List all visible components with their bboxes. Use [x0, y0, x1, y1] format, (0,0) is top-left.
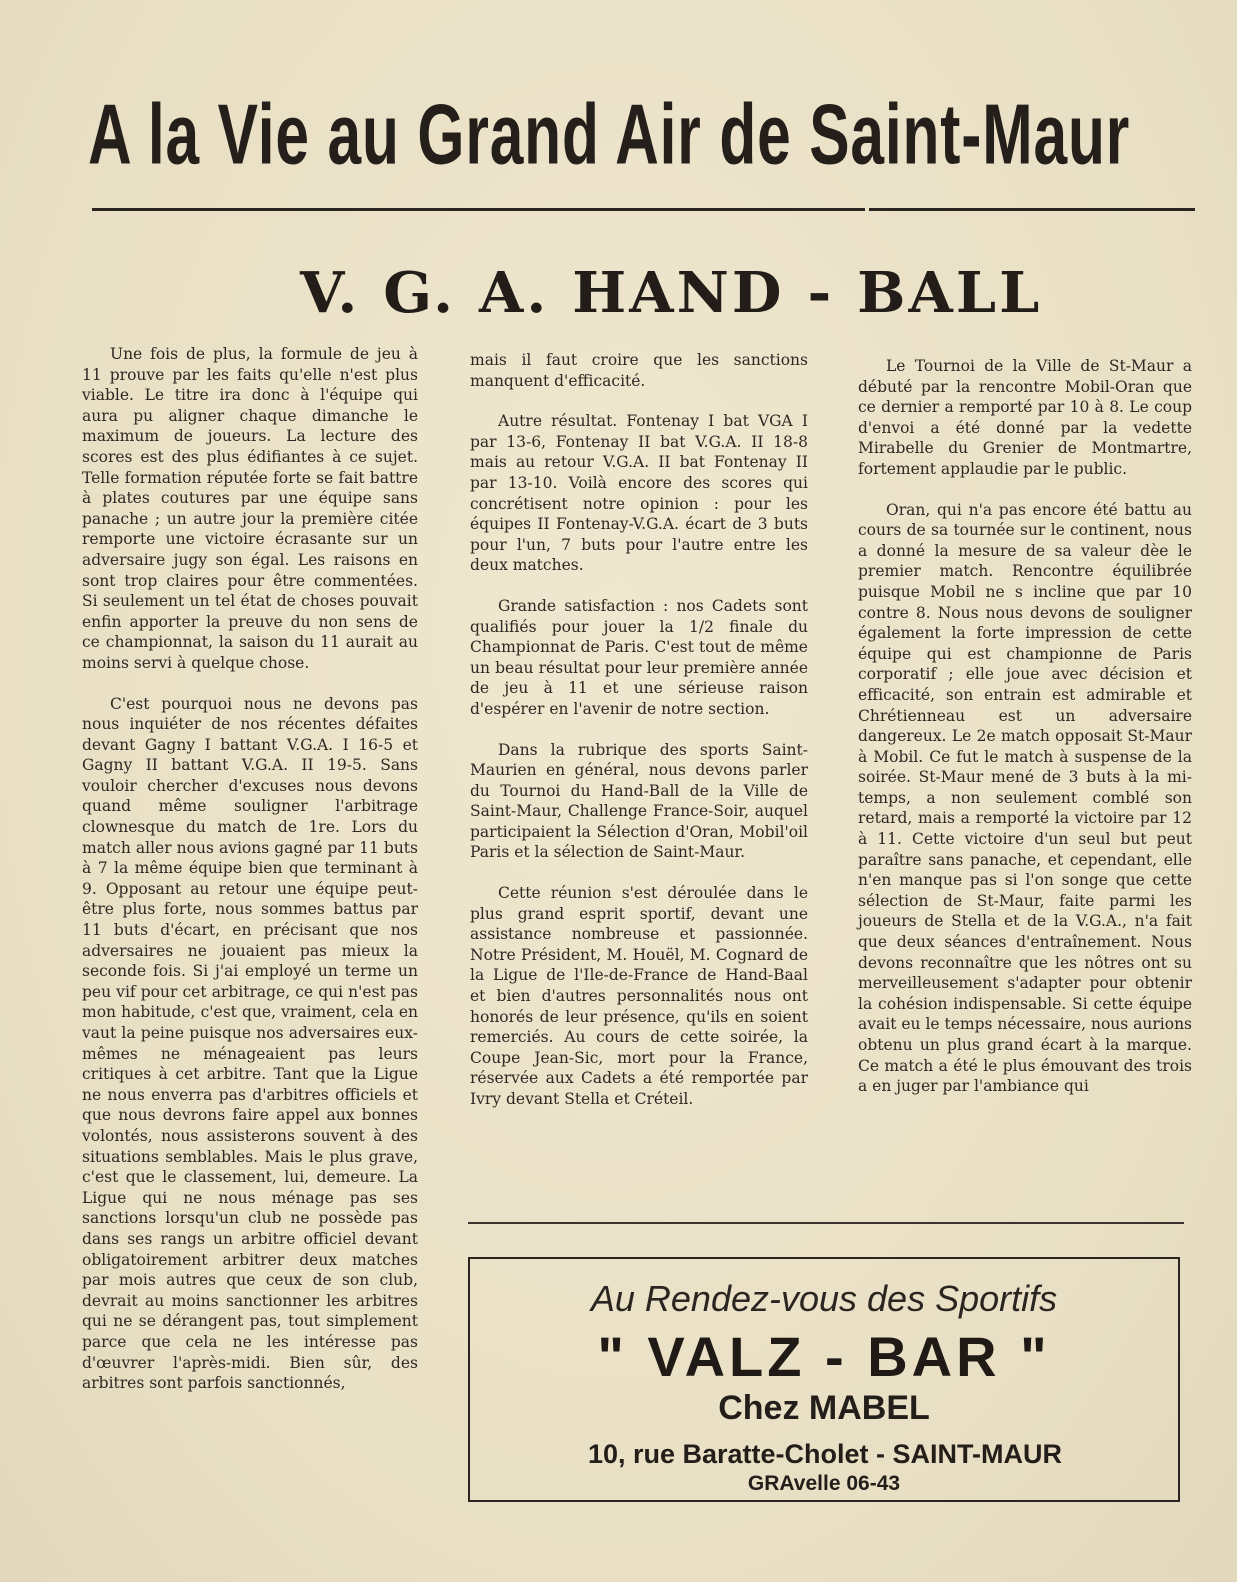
article-paragraph: mais il faut croire que les sanctions manquent d'efficacité.: [470, 351, 808, 390]
article-paragraph: Une fois de plus, la formule de jeu à 11 prouve par les faits qu'elle n'est plus viable. Le titre ira donc à l'équipe qui aura pu aligner chaque dimanche le maximum de joueurs. La lecture des scores est des plus édifiantes à ce sujet. Telle formation réputée forte se fait battre à plates coutures par une équipe sans panache ; un autre jour la première citée remporte une victoire écrasante sur un adversaire jugy son égal. Les raisons en sont trop claires pour être commentées. Si seulement un tel état de choses pouvait enfin apporter la preuve du non sens de ce championnat, la saison du 11 aurait au moins servi à quelque chose.: [82, 345, 418, 672]
article-paragraph: Oran, qui n'a pas encore été battu au cours de sa tournée sur le continent, nous a donné la mesure de sa valeur dèe le premier match. Rencontre équilibrée puisque Mobil ne s incline que par 10 contre 8. Nous nous devons de souligner également la forte impression de cette équipe qui est championne de Paris corporatif ; elle joue avec décision et efficacité, son entrain est admirable et Chrétienneau est un adversaire dangereux. Le 2e match opposait St-Maur à Mobil. Ce fut le match à suspense de la soirée. St-Maur mené de 3 buts à la mi-temps, a non seulement comblé son retard, mais a remporté la victoire par 12 à 11. Cette victoire d'un seul but peut paraître sans panache, et cependant, elle n'en manque pas si l'on songe que cette sélection de St-Maur, faite parmi les joueurs de Stella et de la V.G.A., n'a fait que deux séances d'entraînement. Nous devons reconnaître que les nôtres ont su merveilleusement s'adapter pour obtenir la cohésion indispensable. Si cette équipe avait eu le temps nécessaire, nous aurions obtenu un plus grand écart à la marque. Ce match a été le plus émouvant des trois a en juger par l'ambiance qui: [858, 500, 1192, 1096]
ad-phone: GRAvelle 06-43: [747, 1472, 901, 1495]
advertisement-box: [468, 1257, 1180, 1502]
article-paragraph: Le Tournoi de la Ville de St-Maur a débuté par la rencontre Mobil-Oran que ce dernier a remporté par 10 à 8. Le coup d'envoi a été donné par la vedette Mirabelle du Grenier de Montmartre, fortement applaudie par le public.: [858, 357, 1192, 478]
ad-address: 10, rue Baratte-Cholet - SAINT-MAUR: [587, 1439, 1063, 1469]
article-column-3: [858, 356, 1192, 1097]
masthead-rule-left: [92, 208, 865, 211]
masthead-title: A la Vie au Grand Air de Saint-Maur: [88, 87, 1131, 183]
article-column-2: [470, 350, 808, 1110]
masthead-rule-right: [869, 208, 1195, 211]
advertisement-rule: [468, 1222, 1184, 1224]
ad-bar-name: " VALZ - BAR ": [597, 1325, 1051, 1388]
article-paragraph: Autre résultat. Fontenay I bat VGA I par 13-6, Fontenay II bat V.G.A. II 18-8 mais au retour V.G.A. II bat Fontenay II par 13-10. Voilà encore des scores qui concrétisent notre opinion : pour les équipes II Fontenay-V.G.A. écart de 3 buts pour l'un, 7 buts pour l'autre entre les deux matches.: [470, 412, 808, 575]
ad-tagline: Au Rendez-vous des Sportifs: [590, 1278, 1058, 1319]
article-paragraph: Cette réunion s'est déroulée dans le plus grand esprit sportif, devant une assistance nombreuse et passionnée. Notre Président, M. Houël, M. Cognard de la Ligue de l'Ile-de-France de Hand-Baal et bien d'autres personnalités nous ont honorés de leur présence, qu'ils en soient remerciés. Au cours de cette soirée, la Coupe Jean-Sic, mort pour la France, réservée aux Cadets a été remportée par Ivry devant Stella et Créteil.: [470, 884, 808, 1108]
section-title: V. G. A. HAND - BALL: [300, 260, 1043, 326]
article-paragraph: C'est pourquoi nous ne devons pas nous inquiéter de nos récentes défaites devant Gagny I battant V.G.A. I 16-5 et Gagny II battant V.G.A. II 19-5. Sans vouloir chercher d'excuses nous devons quand même souligner l'arbitrage clownesque du match de 1re. Lors du match aller nous avions gagné par 11 buts à 7 la même équipe bien que terminant à 9. Opposant au retour une équipe peut-être plus forte, nous sommes battus par 11 buts d'écart, en précisant que nos adversaires ne jouaient pas mieux la seconde fois. Si j'ai employé un terme un peu vif pour cet arbitrage, ce qui n'est pas mon habitude, c'est que, vraiment, cela en vaut la peine puisque nos adversaires eux-mêmes ne ménageaient pas leurs critiques à cet arbitre. Tant que la Ligue ne nous enverra pas d'arbitres officiels et que nous devrons faire appel aux bonnes volontés, nous assisterons souvent à des situations semblables. Mais le plus grave, c'est que le classement, lui, demeure. La Ligue qui ne nous ménage pas ses sanctions lorsqu'un club ne possède pas dans ses rangs un arbitre officiel devant obligatoirement arbitrer deux matches par mois autres que ceux de son club, devrait au moins sanctionner les arbitres qui ne se dérangent pas, tout simplement parce que cela ne les intéresse pas d'œuvrer l'après-midi. Bien sûr, des arbitres sont parfois sanctionnés,: [82, 694, 418, 1393]
article-paragraph: Grande satisfaction : nos Cadets sont qualifiés pour jouer la 1/2 finale du Championnat de Paris. C'est tout de même un beau résultat pour leur première année de jeu à 11 et une sérieuse raison d'espérer en l'avenir de notre section.: [470, 596, 808, 718]
article-column-1: [82, 344, 418, 1394]
article-paragraph: Dans la rubrique des sports Saint-Maurien en général, nous devons parler du Tournoi du Hand-Ball de la Ville de Saint-Maur, Challenge France-Soir, auquel participaient la Sélection d'Oran, Mobil'oil Paris et la sélection de Saint-Maur.: [470, 740, 808, 862]
ad-owner: Chez MABEL: [718, 1389, 930, 1427]
